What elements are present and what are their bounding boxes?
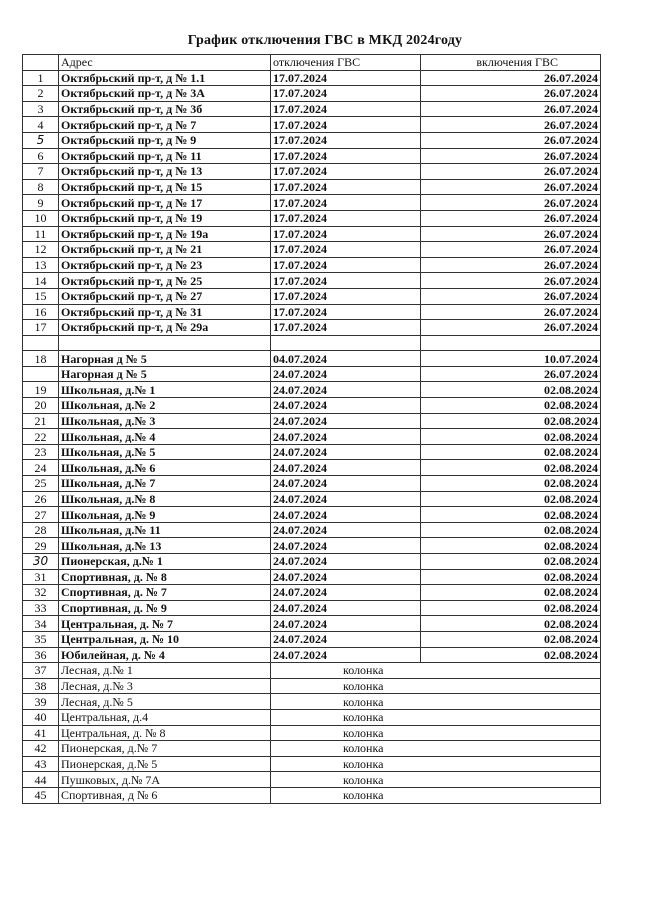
row-address: Октябрьский пр-т, д № 17	[59, 195, 271, 211]
table-row	[23, 164, 601, 180]
row-address: Октябрьский пр-т, д № 19	[59, 210, 271, 226]
row-number: 26	[23, 491, 59, 507]
row-note-cell	[271, 756, 601, 772]
row-note: колонка	[343, 788, 384, 803]
row-address: Октябрьский пр-т, д № 11	[59, 148, 271, 164]
row-on-date: 02.08.2024	[421, 460, 601, 476]
row-number: 31	[23, 569, 59, 585]
table-row	[23, 335, 601, 351]
row-number: 15	[23, 288, 59, 304]
table-row	[23, 600, 601, 616]
row-address: Пушковых, д.№ 7А	[59, 772, 271, 788]
row-address: Октябрьский пр-т, д № 31	[59, 304, 271, 320]
row-off-date: 04.07.2024	[271, 351, 421, 367]
row-address: Школьная, д.№ 5	[59, 444, 271, 460]
table-row	[23, 226, 601, 242]
row-on-date: 02.08.2024	[421, 507, 601, 523]
row-off-date: 17.07.2024	[271, 320, 421, 336]
table-row	[23, 179, 601, 195]
table-row	[23, 616, 601, 632]
table-row	[23, 631, 601, 647]
row-number: 39	[23, 694, 59, 710]
row-number: 5	[23, 132, 59, 148]
row-number: 2	[23, 86, 59, 102]
table-row	[23, 538, 601, 554]
row-number: 16	[23, 304, 59, 320]
table-row	[23, 288, 601, 304]
row-number: 18	[23, 351, 59, 367]
row-on-date: 02.08.2024	[421, 491, 601, 507]
table-row	[23, 86, 601, 102]
row-on-date: 26.07.2024	[421, 101, 601, 117]
row-address: Школьная, д.№ 13	[59, 538, 271, 554]
row-number: 33	[23, 600, 59, 616]
row-address: Спортивная, д. № 7	[59, 585, 271, 601]
row-number: 41	[23, 725, 59, 741]
row-on-date: 26.07.2024	[421, 226, 601, 242]
row-address: Пионерская, д.№ 7	[59, 741, 271, 757]
row-on-date: 26.07.2024	[421, 366, 601, 382]
row-number: 1	[23, 70, 59, 86]
row-off-date: 24.07.2024	[271, 522, 421, 538]
row-address: Школьная, д.№ 9	[59, 507, 271, 523]
row-address: Школьная, д.№ 3	[59, 413, 271, 429]
row-number: 28	[23, 522, 59, 538]
row-off-date: 17.07.2024	[271, 148, 421, 164]
row-address: Октябрьский пр-т, д № 27	[59, 288, 271, 304]
row-address: Лесная, д.№ 5	[59, 694, 271, 710]
row-off-date: 17.07.2024	[271, 70, 421, 86]
row-off-date: 24.07.2024	[271, 429, 421, 445]
table-row	[23, 444, 601, 460]
row-number: 20	[23, 398, 59, 414]
row-address: Школьная, д.№ 7	[59, 476, 271, 492]
row-off-date: 24.07.2024	[271, 600, 421, 616]
table-row	[23, 709, 601, 725]
row-number: 8	[23, 179, 59, 195]
row-off-date: 17.07.2024	[271, 195, 421, 211]
row-address: Школьная, д.№ 6	[59, 460, 271, 476]
header-off: отключения ГВС	[271, 55, 421, 71]
row-number: 36	[23, 647, 59, 663]
table-row	[23, 382, 601, 398]
table-row	[23, 663, 601, 679]
row-on-date: 02.08.2024	[421, 398, 601, 414]
row-on-date: 02.08.2024	[421, 585, 601, 601]
row-off-date: 24.07.2024	[271, 585, 421, 601]
schedule-table-body	[23, 55, 601, 804]
row-on-date: 26.07.2024	[421, 304, 601, 320]
table-row	[23, 132, 601, 148]
table-row	[23, 678, 601, 694]
row-address: Спортивная, д № 6	[59, 787, 271, 803]
row-on-date: 02.08.2024	[421, 444, 601, 460]
row-on-date: 02.08.2024	[421, 413, 601, 429]
table-row	[23, 398, 601, 414]
row-note: колонка	[343, 772, 384, 787]
row-number: 37	[23, 663, 59, 679]
row-on-date: 10.07.2024	[421, 351, 601, 367]
row-number: 10	[23, 210, 59, 226]
row-address: Октябрьский пр-т, д № 19а	[59, 226, 271, 242]
row-off-date: 24.07.2024	[271, 398, 421, 414]
row-number: 43	[23, 756, 59, 772]
table-row	[23, 460, 601, 476]
row-address: Пионерская, д.№ 1	[59, 554, 271, 570]
table-row	[23, 70, 601, 86]
row-address: Центральная, д. № 7	[59, 616, 271, 632]
schedule-table	[22, 54, 601, 804]
row-number: 7	[23, 164, 59, 180]
table-row	[23, 273, 601, 289]
table-row	[23, 413, 601, 429]
row-number: 38	[23, 678, 59, 694]
row-address: Октябрьский пр-т, д № 7	[59, 117, 271, 133]
row-on-date: 02.08.2024	[421, 522, 601, 538]
row-on-date: 02.08.2024	[421, 476, 601, 492]
row-number: 11	[23, 226, 59, 242]
header-on: включения ГВС	[421, 55, 601, 71]
row-on-date: 02.08.2024	[421, 631, 601, 647]
row-number: 45	[23, 787, 59, 803]
row-number: 4	[23, 117, 59, 133]
row-address: Октябрьский пр-т, д № 25	[59, 273, 271, 289]
row-on-date: 26.07.2024	[421, 117, 601, 133]
row-number: 17	[23, 320, 59, 336]
row-on-date: 02.08.2024	[421, 616, 601, 632]
row-off-date: 17.07.2024	[271, 101, 421, 117]
row-address: Школьная, д.№ 11	[59, 522, 271, 538]
row-off-date: 17.07.2024	[271, 242, 421, 258]
table-row	[23, 210, 601, 226]
row-number: 19	[23, 382, 59, 398]
row-address: Центральная, д. № 8	[59, 725, 271, 741]
table-row	[23, 148, 601, 164]
row-on-date: 02.08.2024	[421, 429, 601, 445]
table-row	[23, 756, 601, 772]
table-row	[23, 117, 601, 133]
row-number: 23	[23, 444, 59, 460]
row-address: Октябрьский пр-т, д № 1.1	[59, 70, 271, 86]
row-number: 32	[23, 585, 59, 601]
table-row	[23, 320, 601, 336]
row-number: 35	[23, 631, 59, 647]
table-row	[23, 257, 601, 273]
row-on-date: 26.07.2024	[421, 164, 601, 180]
row-note: колонка	[343, 725, 384, 740]
row-number: 3	[23, 101, 59, 117]
table-row	[23, 725, 601, 741]
table-row	[23, 507, 601, 523]
table-row	[23, 242, 601, 258]
row-number: 12	[23, 242, 59, 258]
row-on-date: 02.08.2024	[421, 600, 601, 616]
row-off-date: 24.07.2024	[271, 616, 421, 632]
table-row	[23, 429, 601, 445]
row-note-cell	[271, 772, 601, 788]
row-off-date: 24.07.2024	[271, 631, 421, 647]
row-note: колонка	[343, 663, 384, 678]
table-row	[23, 101, 601, 117]
row-on-date: 02.08.2024	[421, 382, 601, 398]
row-off-date: 24.07.2024	[271, 460, 421, 476]
row-number: 25	[23, 476, 59, 492]
row-address: Нагорная д № 5	[59, 351, 271, 367]
row-address: Нагорная д № 5	[59, 366, 271, 382]
row-address: Лесная, д.№ 3	[59, 678, 271, 694]
row-number: 34	[23, 616, 59, 632]
row-off-date: 17.07.2024	[271, 179, 421, 195]
row-on-date: 02.08.2024	[421, 554, 601, 570]
row-on-date: 02.08.2024	[421, 569, 601, 585]
row-off-date	[271, 335, 421, 351]
row-on-date: 26.07.2024	[421, 257, 601, 273]
row-number: 21	[23, 413, 59, 429]
table-row	[23, 772, 601, 788]
table-row	[23, 522, 601, 538]
row-off-date: 24.07.2024	[271, 382, 421, 398]
row-off-date: 17.07.2024	[271, 273, 421, 289]
row-off-date: 24.07.2024	[271, 366, 421, 382]
row-note: колонка	[343, 741, 384, 756]
row-off-date: 17.07.2024	[271, 288, 421, 304]
row-address: Октябрьский пр-т, д № 23	[59, 257, 271, 273]
row-number: 13	[23, 257, 59, 273]
table-row	[23, 476, 601, 492]
row-off-date: 24.07.2024	[271, 491, 421, 507]
row-note-cell	[271, 694, 601, 710]
row-number: 6	[23, 148, 59, 164]
row-off-date: 24.07.2024	[271, 476, 421, 492]
row-address: Школьная, д.№ 4	[59, 429, 271, 445]
row-address: Октябрьский пр-т, д № 9	[59, 132, 271, 148]
row-number: 24	[23, 460, 59, 476]
row-on-date: 26.07.2024	[421, 288, 601, 304]
row-address: Центральная, д.4	[59, 709, 271, 725]
row-off-date: 17.07.2024	[271, 304, 421, 320]
row-on-date: 26.07.2024	[421, 195, 601, 211]
table-row	[23, 366, 601, 382]
row-off-date: 17.07.2024	[271, 132, 421, 148]
row-on-date: 26.07.2024	[421, 70, 601, 86]
row-off-date: 24.07.2024	[271, 538, 421, 554]
row-note: колонка	[343, 694, 384, 709]
row-address: Спортивная, д. № 8	[59, 569, 271, 585]
row-off-date: 24.07.2024	[271, 413, 421, 429]
row-off-date: 17.07.2024	[271, 226, 421, 242]
row-on-date: 26.07.2024	[421, 148, 601, 164]
row-address: Школьная, д.№ 1	[59, 382, 271, 398]
row-number: 27	[23, 507, 59, 523]
row-note: колонка	[343, 757, 384, 772]
table-row	[23, 195, 601, 211]
row-note-cell	[271, 678, 601, 694]
row-on-date: 26.07.2024	[421, 210, 601, 226]
row-note-cell	[271, 725, 601, 741]
header-num	[23, 55, 59, 71]
row-number: 9	[23, 195, 59, 211]
table-row	[23, 694, 601, 710]
row-number: 30	[23, 554, 59, 570]
row-off-date: 17.07.2024	[271, 257, 421, 273]
row-address: Октябрьский пр-т, д № 3А	[59, 86, 271, 102]
header-address: Адрес	[59, 55, 271, 71]
row-note-cell	[271, 663, 601, 679]
row-number	[23, 335, 59, 351]
row-off-date: 17.07.2024	[271, 164, 421, 180]
page-title: График отключения ГВС в МКД 2024году	[187, 33, 463, 48]
row-note-cell	[271, 741, 601, 757]
row-note: колонка	[343, 679, 384, 694]
table-row	[23, 585, 601, 601]
row-off-date: 24.07.2024	[271, 444, 421, 460]
table-row	[23, 569, 601, 585]
row-number: 40	[23, 709, 59, 725]
row-on-date: 26.07.2024	[421, 320, 601, 336]
row-number: 42	[23, 741, 59, 757]
row-address: Октябрьский пр-т, д № 15	[59, 179, 271, 195]
row-on-date: 26.07.2024	[421, 179, 601, 195]
row-address: Октябрьский пр-т, д № 3б	[59, 101, 271, 117]
row-address: Пионерская, д.№ 5	[59, 756, 271, 772]
table-row	[23, 647, 601, 663]
row-off-date: 17.07.2024	[271, 210, 421, 226]
row-off-date: 24.07.2024	[271, 647, 421, 663]
table-row	[23, 304, 601, 320]
row-number: 29	[23, 538, 59, 554]
row-number: 22	[23, 429, 59, 445]
row-off-date: 24.07.2024	[271, 507, 421, 523]
row-address: Школьная, д.№ 8	[59, 491, 271, 507]
row-number: 44	[23, 772, 59, 788]
table-row	[23, 787, 601, 803]
table-row	[23, 554, 601, 570]
table-row	[23, 741, 601, 757]
row-on-date: 26.07.2024	[421, 86, 601, 102]
table-header-row	[23, 55, 601, 71]
table-row	[23, 351, 601, 367]
row-off-date: 24.07.2024	[271, 569, 421, 585]
row-number: 14	[23, 273, 59, 289]
row-address: Школьная, д.№ 2	[59, 398, 271, 414]
row-address	[59, 335, 271, 351]
row-off-date: 24.07.2024	[271, 554, 421, 570]
row-on-date	[421, 335, 601, 351]
row-note: колонка	[343, 710, 384, 725]
row-address: Октябрьский пр-т, д № 29а	[59, 320, 271, 336]
table-row	[23, 491, 601, 507]
row-address: Юбилейная, д. № 4	[59, 647, 271, 663]
row-address: Спортивная, д. № 9	[59, 600, 271, 616]
row-off-date: 17.07.2024	[271, 86, 421, 102]
row-address: Октябрьский пр-т, д № 21	[59, 242, 271, 258]
row-address: Лесная, д.№ 1	[59, 663, 271, 679]
row-off-date: 17.07.2024	[271, 117, 421, 133]
row-note-cell	[271, 709, 601, 725]
row-address: Центральная, д. № 10	[59, 631, 271, 647]
row-address: Октябрьский пр-т, д № 13	[59, 164, 271, 180]
row-number	[23, 366, 59, 382]
row-on-date: 02.08.2024	[421, 647, 601, 663]
row-on-date: 26.07.2024	[421, 273, 601, 289]
row-on-date: 26.07.2024	[421, 132, 601, 148]
row-on-date: 02.08.2024	[421, 538, 601, 554]
row-on-date: 26.07.2024	[421, 242, 601, 258]
row-note-cell	[271, 787, 601, 803]
